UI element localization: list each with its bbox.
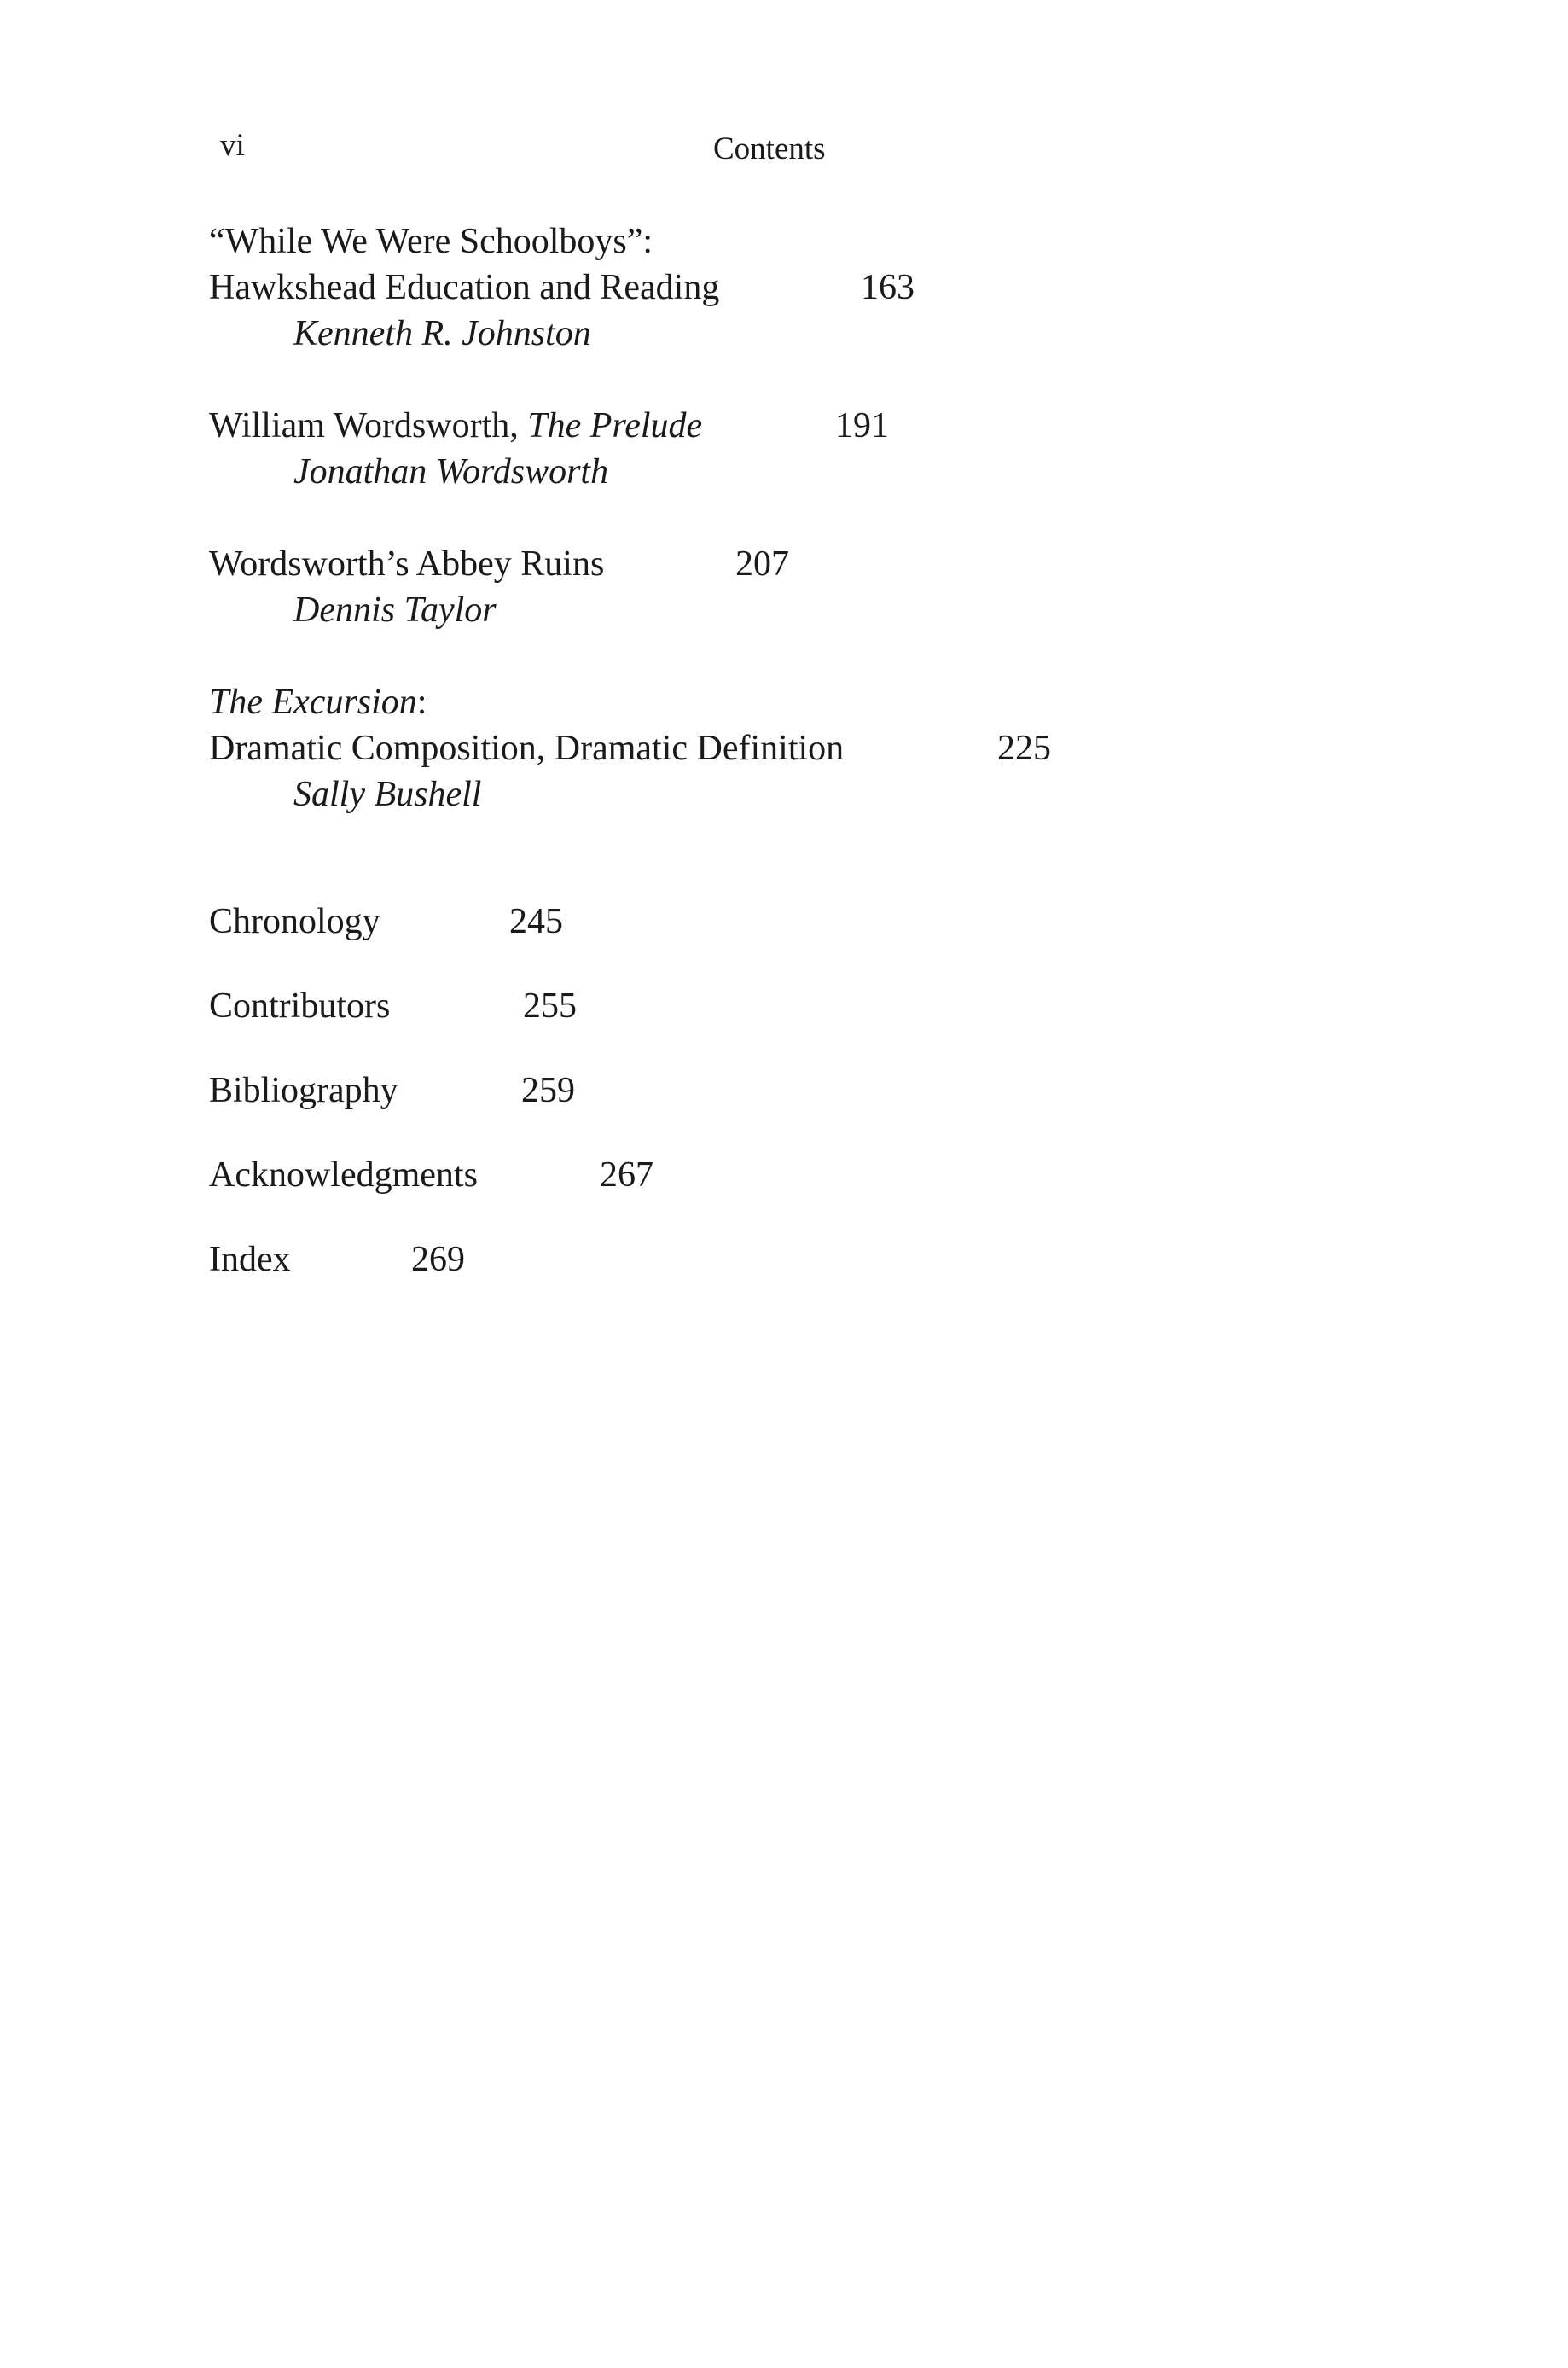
essay-2-page: 191 [835, 406, 889, 445]
back-matter-label-chronology: Chronology [209, 902, 380, 941]
essay-2-title [209, 408, 702, 444]
essay-4-title-line2: Dramatic Composition, Dramatic Definition [209, 729, 845, 768]
essay-3-author: Dennis Taylor [293, 591, 497, 630]
essay-3-title: Wordsworth’s Abbey Ruins [209, 544, 605, 584]
essay-3-page: 207 [735, 544, 789, 584]
back-matter-page-index: 269 [411, 1240, 465, 1279]
essay-2-author: Jonathan Wordsworth [293, 452, 609, 492]
back-matter-label-bibliography: Bibliography [209, 1071, 398, 1110]
back-matter-page-acknowledgments: 267 [600, 1155, 653, 1195]
essay-1-title-line2: Hawkshead Education and Reading [209, 268, 720, 307]
essay-1-author: Kenneth R. Johnston [293, 314, 591, 353]
essay-2-title-italic: The Prelude [527, 406, 703, 445]
back-matter-label-contributors: Contributors [209, 986, 391, 1026]
essay-1-title-line1: “While We Were Schoolboys”: [209, 222, 653, 261]
back-matter-page-bibliography: 259 [521, 1071, 575, 1110]
essay-2-title-plain: William Wordsworth, [209, 406, 528, 445]
essay-4-author: Sally Bushell [293, 775, 482, 814]
back-matter-label-acknowledgments: Acknowledgments [209, 1155, 478, 1195]
back-matter-page-contributors: 255 [523, 986, 577, 1026]
back-matter-page-chronology: 245 [509, 902, 563, 941]
essay-4-page: 225 [997, 729, 1051, 768]
back-matter-label-index: Index [209, 1240, 291, 1279]
essay-1-page: 163 [861, 268, 915, 307]
essay-4-title-suffix: : [416, 683, 427, 722]
essay-4-title-line1 [209, 684, 427, 720]
page-number: vi [220, 128, 245, 163]
running-title: Contents [713, 131, 826, 166]
essay-4-title-italic: The Excursion [209, 683, 417, 722]
